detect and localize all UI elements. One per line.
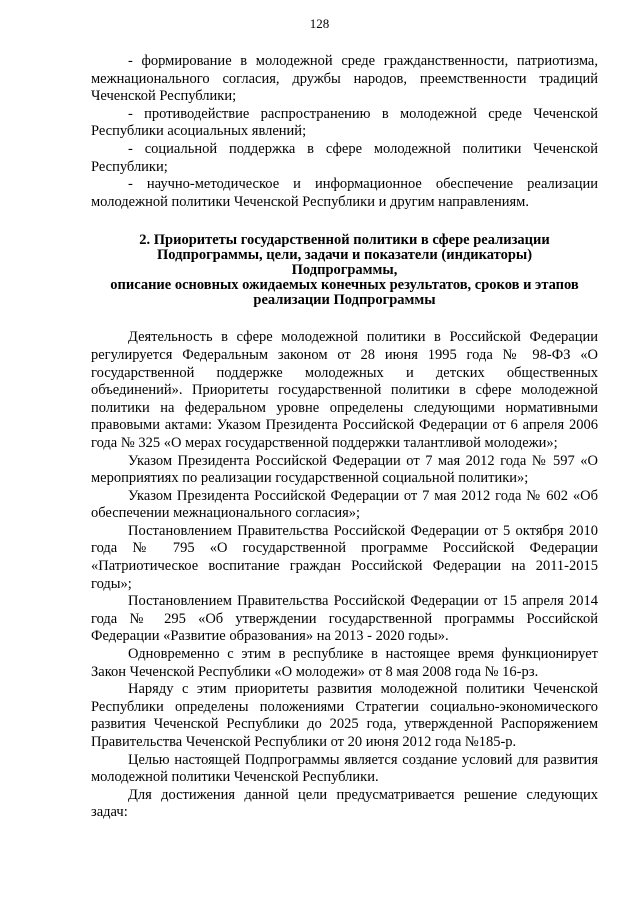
page-number: 128 bbox=[309, 16, 330, 31]
paragraph: Для достижения данной цели предусматривается решение следующих задач: bbox=[91, 786, 598, 821]
list-item: - социальной поддержка в сфере молодежной политики Чеченской Республики; bbox=[91, 140, 598, 175]
heading-line: 2. Приоритеты государственной политики в сфере реализации bbox=[139, 232, 550, 249]
list-item: - противодействие распространению в молодежной среде Чеченской Республики асоциальных явлений; bbox=[91, 105, 598, 140]
section-heading bbox=[91, 233, 598, 308]
document-body bbox=[91, 53, 598, 822]
heading-line: Подпрограммы, цели, задачи и показатели (индикаторы) bbox=[156, 247, 533, 264]
list-item: - формирование в молодежной среде гражданственности, патриотизма, межнационального согласия, дружбы народов, преемственности традиций Чеченской Республики; bbox=[91, 53, 598, 105]
paragraph: Одновременно с этим в республике в настоящее время функционирует Закон Чеченской Республики «О молодежи» от 8 мая 2008 года № 16-рз. bbox=[91, 646, 598, 680]
paragraph: Указом Президента Российской Федерации от 7 мая 2012 года № 597 «О мероприятиях по реализации государственной социальной политики»; bbox=[91, 452, 598, 487]
list-item: - научно-методическое и информационное обеспечение реализации молодежной политики Чеченской Республики и другим направлениям. bbox=[91, 176, 598, 210]
paragraph: Целью настоящей Подпрограммы является создание условий для развития молодежной политики Чеченской Республики. bbox=[91, 751, 598, 786]
paragraph: Постановлением Правительства Российской Федерации от 5 октября 2010 года № 795 «О государственной программе Российской Федерации «Патриотическое воспитание граждан Российской Федерации на 2011-2015 годы»; bbox=[91, 522, 598, 592]
paragraph: Наряду с этим приоритеты развития молодежной политики Чеченской Республики определены положениями Стратегии социально-экономического развития Чеченской Республики до 2025 года, утвержденной Распоряжением Правительства Чеченской Республики от 20 июня 2012 года №185-р. bbox=[91, 681, 598, 750]
heading-line: реализации Подпрограммы bbox=[253, 292, 436, 309]
heading-line: описание основных ожидаемых конечных результатов, сроков и этапов bbox=[110, 277, 579, 294]
paragraph: Указом Президента Российской Федерации от 7 мая 2012 года № 602 «Об обеспечении межнационального согласия»; bbox=[91, 487, 598, 522]
paragraph: Деятельность в сфере молодежной политики в Российской Федерации регулируется Федеральным законом от 28 июня 1995 года № 98-ФЗ «О государственной поддержке молодежных и детских общественных объединений». Приоритеты государственной политики в сфере молодежной политики на федеральном уровне определены следующими нормативными правовыми актами: Указом Президента Российской Федерации от 6 апреля 2006 года № 325 «О мерах государственной поддержки талантливой молодежи»; bbox=[91, 329, 598, 451]
heading-line: Подпрограммы, bbox=[291, 262, 398, 279]
paragraph: Постановлением Правительства Российской Федерации от 15 апреля 2014 года № 295 «Об утверждении государственной программы Российской Федерации «Развитие образования» на 2013 - 2020 годы». bbox=[91, 593, 598, 645]
